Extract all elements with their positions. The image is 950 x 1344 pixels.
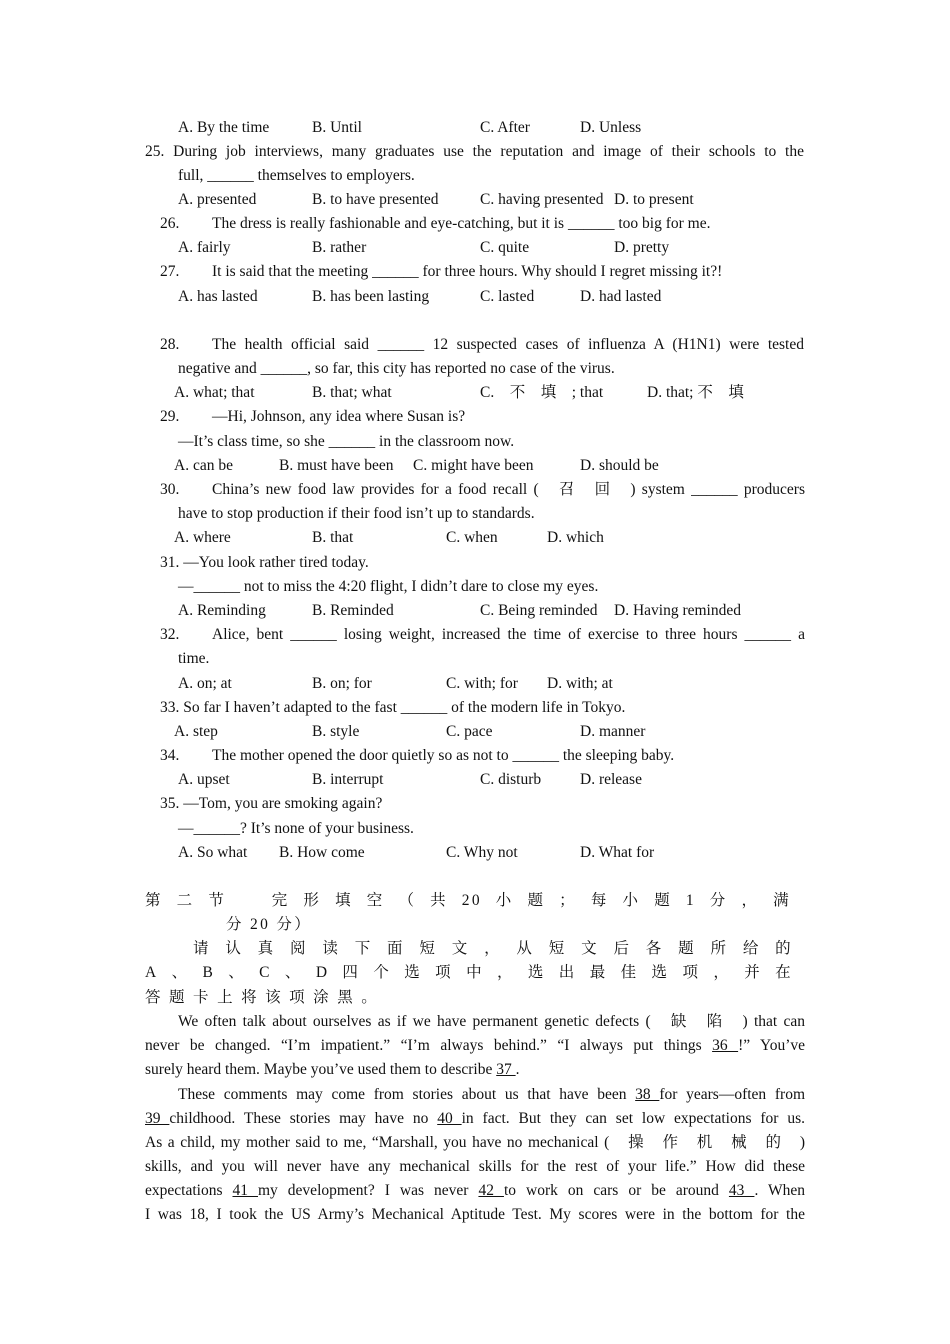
q32-option-b[interactable]: B. on; for — [312, 675, 372, 692]
q31-stem-line2: —______ not to miss the 4:20 flight, I didn’t dare to close my eyes. — [178, 578, 599, 595]
q31-stem-line1: 31. —You look rather tired today. — [160, 554, 369, 571]
q30-stem-line1: China’s new food law provides for a food recall ( 召 回 ) system ______ producers — [212, 481, 805, 498]
q28-option-a[interactable]: A. what; that — [174, 384, 255, 401]
q29-stem-line2: —It’s class time, so she ______ in the classroom now. — [178, 433, 515, 450]
q30-number: 30. — [160, 481, 180, 498]
q28-stem-line2: negative and ______, so far, this city has reported no case of the virus. — [178, 360, 615, 377]
passage-text: for years—often from — [659, 1086, 805, 1103]
blank-41[interactable]: 41 — [232, 1182, 258, 1199]
q35-stem-line2: —______? It’s none of your business. — [178, 820, 414, 837]
q28-option-c[interactable]: C. 不 填 ; that — [480, 384, 604, 401]
q27-option-d[interactable]: D. had lasted — [580, 288, 662, 305]
q33-option-d[interactable]: D. manner — [580, 723, 646, 740]
q24-option-c[interactable]: C. After — [480, 119, 530, 136]
passage-text: !” You’ve — [738, 1037, 805, 1054]
q25-stem-line1: 25. During job interviews, many graduates use the reputation and image of their schools to the — [145, 143, 804, 160]
q34-stem: The mother opened the door quietly so as not to ______ the sleeping baby. — [212, 747, 675, 764]
passage-text: surely heard them. Maybe you’ve used them to describe — [145, 1061, 497, 1078]
q26-stem: The dress is really fashionable and eye-catching, but it is ______ too big for me. — [212, 215, 711, 232]
q25-option-b[interactable]: B. to have presented — [312, 191, 439, 208]
q27-number: 27. — [160, 263, 180, 280]
passage-text: . When — [754, 1182, 805, 1199]
q35-stem-line1: 35. —Tom, you are smoking again? — [160, 795, 383, 812]
q27-stem: It is said that the meeting ______ for three hours. Why should I regret missing it?! — [212, 263, 723, 280]
q26-option-a[interactable]: A. fairly — [178, 239, 231, 256]
q34-option-d[interactable]: D. release — [580, 771, 642, 788]
q28-stem-line1: The health official said ______ 12 suspected cases of influenza A (H1N1) were tested — [212, 336, 804, 353]
blank-38[interactable]: 38 — [635, 1086, 660, 1103]
q30-option-b[interactable]: B. that — [312, 529, 354, 546]
blank-40[interactable]: 40 — [437, 1110, 462, 1127]
blank-42[interactable]: 42 — [478, 1182, 504, 1199]
q32-stem-line2: time. — [178, 650, 210, 667]
q33-option-c[interactable]: C. pace — [446, 723, 493, 740]
q30-option-d[interactable]: D. which — [547, 529, 604, 546]
passage-p2-line6: I was 18, I took the US Army’s Mechanical Aptitude Test. My scores were in the bottom for the — [145, 1206, 805, 1223]
q33-option-b[interactable]: B. style — [312, 723, 360, 740]
passage-p1-line1: We often talk about ourselves as if we have permanent genetic defects ( 缺 陷 ) that can — [178, 1013, 805, 1030]
q31-option-a[interactable]: A. Reminding — [178, 602, 266, 619]
blank-37[interactable]: 37 — [496, 1061, 516, 1078]
passage-text: childhood. These stories may have no — [169, 1110, 438, 1127]
section-2-instructions-line3: 答题卡上将该项涂黑。 — [145, 989, 386, 1006]
q25-option-a[interactable]: A. presented — [178, 191, 257, 208]
section-2-heading-line1: 第二节 完形填空（共20小题；每小题1分，满 — [145, 892, 791, 909]
q29-stem-line1: —Hi, Johnson, any idea where Susan is? — [212, 408, 466, 425]
q35-option-d[interactable]: D. What for — [580, 844, 655, 861]
passage-p2-line2 — [145, 1109, 805, 1129]
q27-option-b[interactable]: B. has been lasting — [312, 288, 430, 305]
blank-36[interactable]: 36 — [712, 1037, 739, 1054]
q26-option-c[interactable]: C. quite — [480, 239, 530, 256]
q28-option-b[interactable]: B. that; what — [312, 384, 392, 401]
q35-option-b[interactable]: B. How come — [279, 844, 365, 861]
passage-p2-line4: skills, and you will never have any mechanical skills for the rest of your life.” How did these — [145, 1158, 805, 1175]
q29-option-a[interactable]: A. can be — [174, 457, 233, 474]
q33-option-a[interactable]: A. step — [174, 723, 218, 740]
passage-text: to work on cars or be around — [503, 1182, 729, 1199]
blank-39[interactable]: 39 — [145, 1110, 170, 1127]
q26-number: 26. — [160, 215, 180, 232]
q30-stem-line2: have to stop production if their food isn’t up to standards. — [178, 505, 535, 522]
q25-option-d[interactable]: D. to present — [614, 191, 694, 208]
passage-p2-line5 — [145, 1181, 805, 1201]
q31-option-d[interactable]: D. Having reminded — [614, 602, 741, 619]
q24-option-b[interactable]: B. Until — [312, 119, 362, 136]
q30-option-c[interactable]: C. when — [446, 529, 498, 546]
passage-p1-line2 — [145, 1036, 805, 1056]
passage-p1-line3 — [145, 1060, 519, 1080]
passage-text: expectations — [145, 1182, 233, 1199]
q31-option-c[interactable]: C. Being reminded — [480, 602, 598, 619]
blank-43[interactable]: 43 — [728, 1182, 755, 1199]
q24-option-a[interactable]: A. By the time — [178, 119, 270, 136]
q32-option-a[interactable]: A. on; at — [178, 675, 232, 692]
q28-option-d[interactable]: D. that; 不 填 — [647, 384, 744, 401]
section-2-instructions-line2: A、B、C、D四个选项中，选出最佳选项，并在 — [145, 964, 793, 981]
q25-stem-line2: full, ______ themselves to employers. — [178, 167, 415, 184]
q28-number: 28. — [160, 336, 180, 353]
q34-number: 34. — [160, 747, 180, 764]
q29-option-b[interactable]: B. must have been — [279, 457, 394, 474]
q35-option-c[interactable]: C. Why not — [446, 844, 518, 861]
section-2-heading-line2: 分 20 分） — [226, 916, 313, 933]
q27-option-c[interactable]: C. lasted — [480, 288, 535, 305]
q29-option-c[interactable]: C. might have been — [413, 457, 534, 474]
passage-text: . — [515, 1061, 520, 1078]
q29-number: 29. — [160, 408, 180, 425]
passage-text: my development? I was never — [258, 1182, 479, 1199]
q29-option-d[interactable]: D. should be — [580, 457, 659, 474]
q26-option-b[interactable]: B. rather — [312, 239, 367, 256]
q25-option-c[interactable]: C. having presented — [480, 191, 604, 208]
passage-text: in fact. But they can set low expectations for us. — [461, 1110, 805, 1127]
q32-number: 32. — [160, 626, 180, 643]
section-2-instructions-line1: 请认真阅读下面短文，从短文后各题所给的 — [193, 940, 793, 957]
q32-option-c[interactable]: C. with; for — [446, 675, 518, 692]
q27-option-a[interactable]: A. has lasted — [178, 288, 258, 305]
q35-option-a[interactable]: A. So what — [178, 844, 248, 861]
q31-option-b[interactable]: B. Reminded — [312, 602, 394, 619]
q30-option-a[interactable]: A. where — [174, 529, 231, 546]
q34-option-c[interactable]: C. disturb — [480, 771, 542, 788]
passage-p2-line1 — [178, 1085, 805, 1105]
passage-text: never be changed. “I’m impatient.” “I’m always behind.” “I always put things — [145, 1037, 713, 1054]
q34-option-b[interactable]: B. interrupt — [312, 771, 384, 788]
q34-option-a[interactable]: A. upset — [178, 771, 230, 788]
passage-text: These comments may come from stories about us that have been — [178, 1086, 636, 1103]
passage-p2-line3: As a child, my mother said to me, “Marshall, you have no mechanical ( 操 作 机 械 的 ) — [145, 1134, 805, 1151]
q33-stem: 33. So far I haven’t adapted to the fast ______ of the modern life in Tokyo. — [160, 699, 626, 716]
q32-stem-line1: Alice, bent ______ losing weight, increased the time of exercise to three hours ______ a — [212, 626, 805, 643]
q24-option-d[interactable]: D. Unless — [580, 119, 642, 136]
q32-option-d[interactable]: D. with; at — [547, 675, 613, 692]
q26-option-d[interactable]: D. pretty — [614, 239, 670, 256]
